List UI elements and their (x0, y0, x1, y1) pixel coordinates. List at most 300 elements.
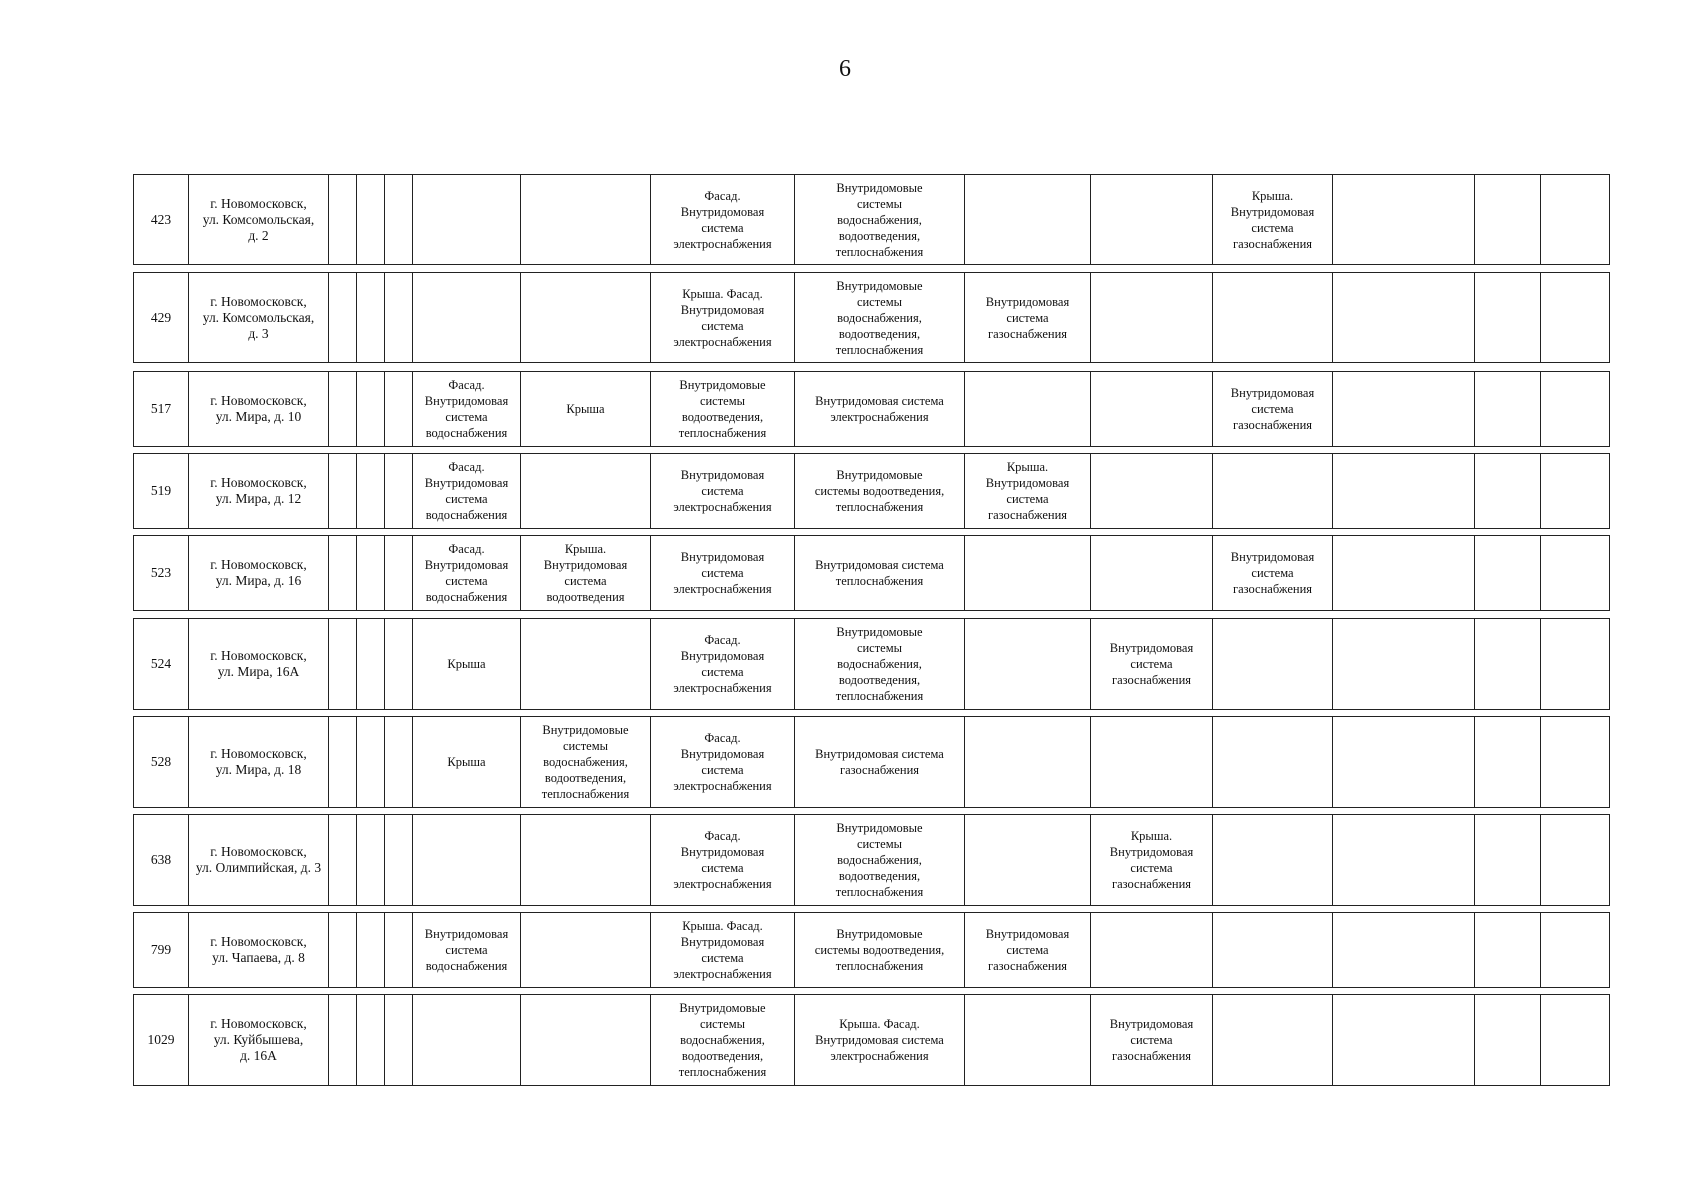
work-cell-line: Крыша. Фасад. (682, 286, 763, 301)
work-cell (413, 913, 521, 988)
work-cell (329, 995, 357, 1086)
work-cell-line: Крыша (566, 402, 605, 416)
work-cell-line: система (445, 410, 488, 424)
work-cell-line: система (701, 484, 744, 498)
work-cell (795, 995, 965, 1086)
work-cell-line: водоснабжения, (837, 310, 922, 325)
work-cell-line: теплоснабжения (678, 426, 767, 440)
work-cell-line: система (701, 861, 744, 875)
row-number: 429 (134, 273, 189, 363)
work-cell-line: водоснабжения, (837, 212, 922, 227)
work-cell (413, 815, 521, 906)
address-line: г. Новомосковск, (210, 557, 307, 572)
work-cell (329, 717, 357, 808)
work-cell-line: водоснабжения, (837, 853, 922, 867)
row-number: 1029 (134, 995, 189, 1086)
work-cell-line: водоснабжения (425, 590, 508, 604)
row-number: 523 (134, 536, 189, 611)
work-cell-line: электроснабжения (830, 410, 929, 424)
work-cell-line: Внутридомовая система (815, 558, 944, 572)
table-row (133, 618, 1610, 710)
work-cell-line: Внутридомовая (424, 394, 509, 408)
work-cell-line: Внутридомовая система (815, 394, 944, 408)
work-cell (385, 536, 413, 611)
work-cell (1213, 454, 1333, 529)
address-line: ул. Мира, д. 12 (215, 491, 302, 506)
work-cell-line: теплоснабжения (678, 1065, 767, 1079)
work-cell-line: водоснабжения, (837, 657, 922, 671)
work-cell (1333, 815, 1475, 906)
work-cell (385, 815, 413, 906)
work-cell-line: системы (856, 837, 903, 851)
work-cell (1213, 717, 1333, 808)
work-cell (385, 619, 413, 710)
address-line: г. Новомосковск, (210, 1016, 307, 1031)
address-cell (189, 372, 329, 447)
work-cell (1541, 619, 1610, 710)
work-cell (357, 995, 385, 1086)
work-cell-line: система (701, 566, 744, 580)
work-cell-line: Внутридомовые (836, 625, 923, 639)
address-line: ул. Мира, д. 16 (215, 573, 302, 588)
work-cell-line: Внутридомовая (1109, 641, 1194, 655)
work-cell (1333, 175, 1475, 265)
work-cell-line: электроснабжения (673, 334, 772, 349)
work-cell-line: Внутридомовые (679, 1001, 766, 1015)
address-line: г. Новомосковск, (210, 934, 307, 949)
work-cell (1213, 175, 1333, 265)
work-cell (357, 273, 385, 363)
work-cell (521, 913, 651, 988)
work-cell (357, 913, 385, 988)
work-cell (1213, 995, 1333, 1086)
work-cell-line: система (701, 318, 744, 333)
address-cell (189, 995, 329, 1086)
work-cell-line: Внутридомовые (836, 180, 923, 195)
work-cell (1213, 913, 1333, 988)
work-cell-line: газоснабжения (1232, 582, 1313, 596)
row-number: 799 (134, 913, 189, 988)
work-cell-line: Внутридомовая система (815, 1033, 944, 1047)
address-cell (189, 273, 329, 363)
work-cell-line: Внутридомовые (542, 723, 629, 737)
work-cell-line: система (1006, 310, 1049, 325)
work-cell (1091, 913, 1213, 988)
work-cell-line: теплоснабжения (835, 959, 924, 973)
work-cell-line: электроснабжения (673, 681, 772, 695)
work-cell (521, 619, 651, 710)
work-cell (329, 619, 357, 710)
work-cell (965, 619, 1091, 710)
table-row (133, 371, 1610, 447)
work-cell (521, 995, 651, 1086)
work-cell-line: Внутридомовая (680, 747, 765, 761)
address-cell (189, 717, 329, 808)
work-cell-line: Внутридомовые (836, 278, 923, 293)
address-line: д. 2 (248, 227, 269, 243)
work-cell (795, 175, 965, 265)
work-cell-line: водоснабжения (425, 959, 508, 973)
address-cell (189, 454, 329, 529)
work-cell-line: Крыша. (1251, 188, 1294, 203)
work-cell-line: Крыша (447, 755, 486, 769)
address-cell (189, 913, 329, 988)
work-cell-line: электроснабжения (830, 1049, 929, 1063)
page-number: 6 (839, 56, 851, 82)
row-number: 517 (134, 372, 189, 447)
work-cell-line: система (1130, 1033, 1173, 1047)
work-cell (795, 454, 965, 529)
address-cell (189, 175, 329, 265)
work-cell (1475, 273, 1541, 363)
work-cell-line: Внутридомовая (985, 927, 1070, 941)
work-cell (795, 717, 965, 808)
work-cell (795, 372, 965, 447)
table-row (133, 272, 1610, 363)
work-cell-line: теплоснабжения (835, 689, 924, 703)
work-cell-line: водоотведения, (838, 228, 921, 243)
row-number: 528 (134, 717, 189, 808)
work-cell-line: Внутридомовые (836, 468, 923, 482)
address-line: ул. Мира, д. 10 (215, 409, 302, 424)
work-cell-line: Внутридомовые (836, 927, 923, 941)
work-cell-line: система (445, 492, 488, 506)
work-cell (651, 372, 795, 447)
work-cell (965, 536, 1091, 611)
work-cell-line: Внутридомовая (1230, 204, 1315, 219)
work-cell-line: Внутридомовая (680, 302, 765, 317)
work-cell (651, 619, 795, 710)
work-cell (521, 536, 651, 611)
work-cell-line: Фасад. (448, 460, 485, 474)
work-cell (651, 995, 795, 1086)
row-number: 519 (134, 454, 189, 529)
work-cell-line: системы (562, 739, 609, 753)
work-cell (1333, 995, 1475, 1086)
work-cell-line: система (445, 943, 488, 957)
work-cell-line: водоотведения, (838, 673, 921, 687)
work-cell (1091, 619, 1213, 710)
work-cell-line: Внутридомовые (836, 821, 923, 835)
address-cell (189, 815, 329, 906)
work-cell (795, 913, 965, 988)
work-cell (965, 454, 1091, 529)
work-cell (965, 913, 1091, 988)
work-cell-line: системы водоотведения, (814, 484, 945, 498)
work-cell (1475, 454, 1541, 529)
work-cell (651, 536, 795, 611)
work-cell (521, 372, 651, 447)
work-cell (413, 372, 521, 447)
work-cell-line: электроснабжения (673, 500, 772, 514)
work-cell-line: Внутридомовая (424, 927, 509, 941)
work-cell-line: теплоснабжения (835, 885, 924, 899)
address-line: г. Новомосковск, (210, 293, 307, 309)
work-cell-line: газоснабжения (987, 959, 1068, 973)
work-cell (521, 717, 651, 808)
work-cell (357, 717, 385, 808)
work-cell-line: Крыша (447, 657, 486, 671)
work-cell (1213, 273, 1333, 363)
work-cell (385, 454, 413, 529)
work-cell-line: водоотведения, (681, 410, 764, 424)
work-cell (413, 536, 521, 611)
work-cell (413, 175, 521, 265)
work-cell-line: газоснабжения (1111, 1049, 1192, 1063)
work-cell-line: система (1006, 943, 1049, 957)
work-cell (1333, 372, 1475, 447)
work-cell-line: водоснабжения (425, 508, 508, 522)
work-cell (1541, 913, 1610, 988)
work-cell (1213, 372, 1333, 447)
work-cell (1091, 536, 1213, 611)
work-cell (1475, 619, 1541, 710)
work-cell-line: Фасад. (448, 542, 485, 556)
work-cell (385, 273, 413, 363)
address-line: г. Новомосковск, (210, 393, 307, 408)
work-cell-line: Крыша. Фасад. (682, 919, 763, 933)
work-cell-line: электроснабжения (673, 877, 772, 891)
work-cell (795, 815, 965, 906)
work-cell-line: Фасад. (704, 188, 741, 203)
work-cell-line: Внутридомовая (1230, 550, 1315, 564)
address-line: д. 16А (240, 1048, 277, 1063)
work-cell (1091, 815, 1213, 906)
work-cell (357, 536, 385, 611)
address-line: г. Новомосковск, (210, 195, 307, 211)
work-cell (1333, 913, 1475, 988)
work-cell (1475, 815, 1541, 906)
work-cell-line: газоснабжения (1111, 877, 1192, 891)
work-cell (385, 717, 413, 808)
work-cell-line: теплоснабжения (541, 787, 630, 801)
work-cell-line: Внутридомовая (680, 845, 765, 859)
address-line: ул. Чапаева, д. 8 (212, 950, 305, 965)
work-cell-line: Внутридомовая система (815, 747, 944, 761)
work-cell-line: система (445, 574, 488, 588)
work-cell-line: Внутридомовая (985, 294, 1070, 309)
work-cell (357, 372, 385, 447)
work-cell (651, 815, 795, 906)
work-cell (413, 717, 521, 808)
work-cell-line: Внутридомовые (679, 378, 766, 392)
work-cell (357, 619, 385, 710)
work-cell-line: Фасад. (704, 633, 741, 647)
work-cell (385, 995, 413, 1086)
work-cell (329, 273, 357, 363)
work-cell (795, 619, 965, 710)
work-cell-line: Крыша. (564, 542, 607, 556)
work-cell (329, 913, 357, 988)
work-cell (1213, 536, 1333, 611)
work-cell (1213, 815, 1333, 906)
work-cell (1091, 372, 1213, 447)
work-cell (651, 717, 795, 808)
work-cell-line: система (1251, 402, 1294, 416)
address-line: г. Новомосковск, (210, 648, 307, 663)
work-cell (329, 536, 357, 611)
work-cell (329, 175, 357, 265)
work-cell-line: Фасад. (704, 731, 741, 745)
address-line: ул. Куйбышева, (213, 1032, 304, 1047)
work-cell-line: система (1006, 492, 1049, 506)
work-cell-line: Внутридомовая (680, 649, 765, 663)
work-cell-line: электроснабжения (673, 236, 772, 251)
work-cell (1475, 372, 1541, 447)
work-cell (1475, 175, 1541, 265)
work-cell-line: электроснабжения (673, 967, 772, 981)
work-cell (965, 175, 1091, 265)
work-cell-line: Крыша. (1006, 460, 1049, 474)
work-cell (965, 273, 1091, 363)
work-cell-line: газоснабжения (987, 326, 1068, 341)
work-cell (1475, 536, 1541, 611)
work-cell-line: Внутридомовая (543, 558, 628, 572)
work-cell-line: система (1251, 220, 1294, 235)
work-cell-line: Внутридомовая (680, 935, 765, 949)
work-cell (357, 815, 385, 906)
work-cell-line: водоотведения (546, 590, 625, 604)
work-cell-line: системы (856, 641, 903, 655)
work-cell-line: системы (699, 394, 746, 408)
work-cell (965, 995, 1091, 1086)
work-cell-line: системы (856, 196, 903, 211)
work-cell (385, 913, 413, 988)
work-cell-line: водоотведения, (838, 326, 921, 341)
work-cell-line: газоснабжения (839, 763, 920, 777)
work-cell-line: Внутридомовая (985, 476, 1070, 490)
work-cell (413, 273, 521, 363)
work-cell-line: Внутридомовая (424, 558, 509, 572)
work-cell (1541, 815, 1610, 906)
address-cell (189, 619, 329, 710)
work-cell-line: Крыша. (1130, 829, 1173, 843)
work-cell-line: электроснабжения (673, 779, 772, 793)
work-cell (1091, 273, 1213, 363)
work-cell-line: Крыша. Фасад. (839, 1017, 920, 1031)
work-cell (1541, 536, 1610, 611)
work-cell-line: водоснабжения, (543, 755, 628, 769)
work-cell (1333, 717, 1475, 808)
work-cell (1475, 913, 1541, 988)
table-row (133, 912, 1610, 988)
work-cell (1333, 273, 1475, 363)
work-cell (1541, 995, 1610, 1086)
work-cell (1333, 454, 1475, 529)
work-cell (651, 454, 795, 529)
row-number: 524 (134, 619, 189, 710)
work-cell-line: теплоснабжения (835, 500, 924, 514)
work-cell-line: водоотведения, (544, 771, 627, 785)
work-cell (795, 273, 965, 363)
work-cell-line: газоснабжения (1111, 673, 1192, 687)
work-cell-line: система (1130, 657, 1173, 671)
address-line: ул. Комсомольская, (202, 211, 315, 227)
work-cell-line: водоснабжения (425, 426, 508, 440)
work-cell (329, 372, 357, 447)
work-cell-line: система (564, 574, 607, 588)
table-row (133, 535, 1610, 611)
work-cell-line: Фасад. (448, 378, 485, 392)
work-cell-line: система (701, 763, 744, 777)
work-cell-line: газоснабжения (1232, 236, 1313, 251)
work-cell-line: Внутридомовая (1230, 386, 1315, 400)
work-cell (651, 273, 795, 363)
work-cell (651, 913, 795, 988)
work-cell-line: теплоснабжения (835, 574, 924, 588)
work-cell (521, 175, 651, 265)
work-cell (795, 536, 965, 611)
address-line: д. 3 (248, 325, 269, 341)
work-cell-line: системы (699, 1017, 746, 1031)
work-cell (521, 815, 651, 906)
work-cell (357, 454, 385, 529)
work-cell (1541, 273, 1610, 363)
address-cell (189, 536, 329, 611)
work-cell-line: газоснабжения (1232, 418, 1313, 432)
row-number: 638 (134, 815, 189, 906)
work-cell (1091, 454, 1213, 529)
work-cell-line: водоотведения, (838, 869, 921, 883)
work-cell (413, 454, 521, 529)
table-row (133, 453, 1610, 529)
work-cell (1541, 175, 1610, 265)
address-line: ул. Мира, д. 18 (215, 762, 302, 777)
work-cell (1333, 536, 1475, 611)
work-cell-line: система (1251, 566, 1294, 580)
work-cell (1475, 995, 1541, 1086)
address-line: ул. Комсомольская, (202, 309, 315, 325)
work-cell-line: теплоснабжения (835, 244, 924, 259)
work-cell (1541, 454, 1610, 529)
work-cell (965, 815, 1091, 906)
work-cell (1091, 175, 1213, 265)
work-cell (413, 619, 521, 710)
work-cell-line: система (701, 220, 744, 235)
work-cell (413, 995, 521, 1086)
work-cell (357, 175, 385, 265)
work-cell-line: Внутридомовая (1109, 845, 1194, 859)
table-row (133, 174, 1610, 265)
table-row (133, 716, 1610, 808)
work-cell (521, 454, 651, 529)
address-line: ул. Олимпийская, д. 3 (195, 860, 322, 875)
work-cell (1213, 619, 1333, 710)
work-cell-line: электроснабжения (673, 582, 772, 596)
work-cell-line: водоотведения, (681, 1049, 764, 1063)
work-cell-line: водоснабжения, (680, 1033, 765, 1047)
work-cell (385, 175, 413, 265)
address-line: г. Новомосковск, (210, 746, 307, 761)
address-line: г. Новомосковск, (210, 844, 307, 859)
address-line: г. Новомосковск, (210, 475, 307, 490)
work-cell (1091, 717, 1213, 808)
work-cell (329, 454, 357, 529)
work-cell-line: Внутридомовая (680, 204, 765, 219)
work-cell (1475, 717, 1541, 808)
work-cell (965, 372, 1091, 447)
work-cell (1333, 619, 1475, 710)
table-row (133, 814, 1610, 906)
work-cell (965, 717, 1091, 808)
work-cell (1541, 717, 1610, 808)
work-cell-line: системы водоотведения, (814, 943, 945, 957)
work-cell-line: Фасад. (704, 829, 741, 843)
work-cell-line: система (701, 951, 744, 965)
table-row (133, 994, 1610, 1086)
work-cell-line: системы (856, 294, 903, 309)
work-cell-line: система (1130, 861, 1173, 875)
